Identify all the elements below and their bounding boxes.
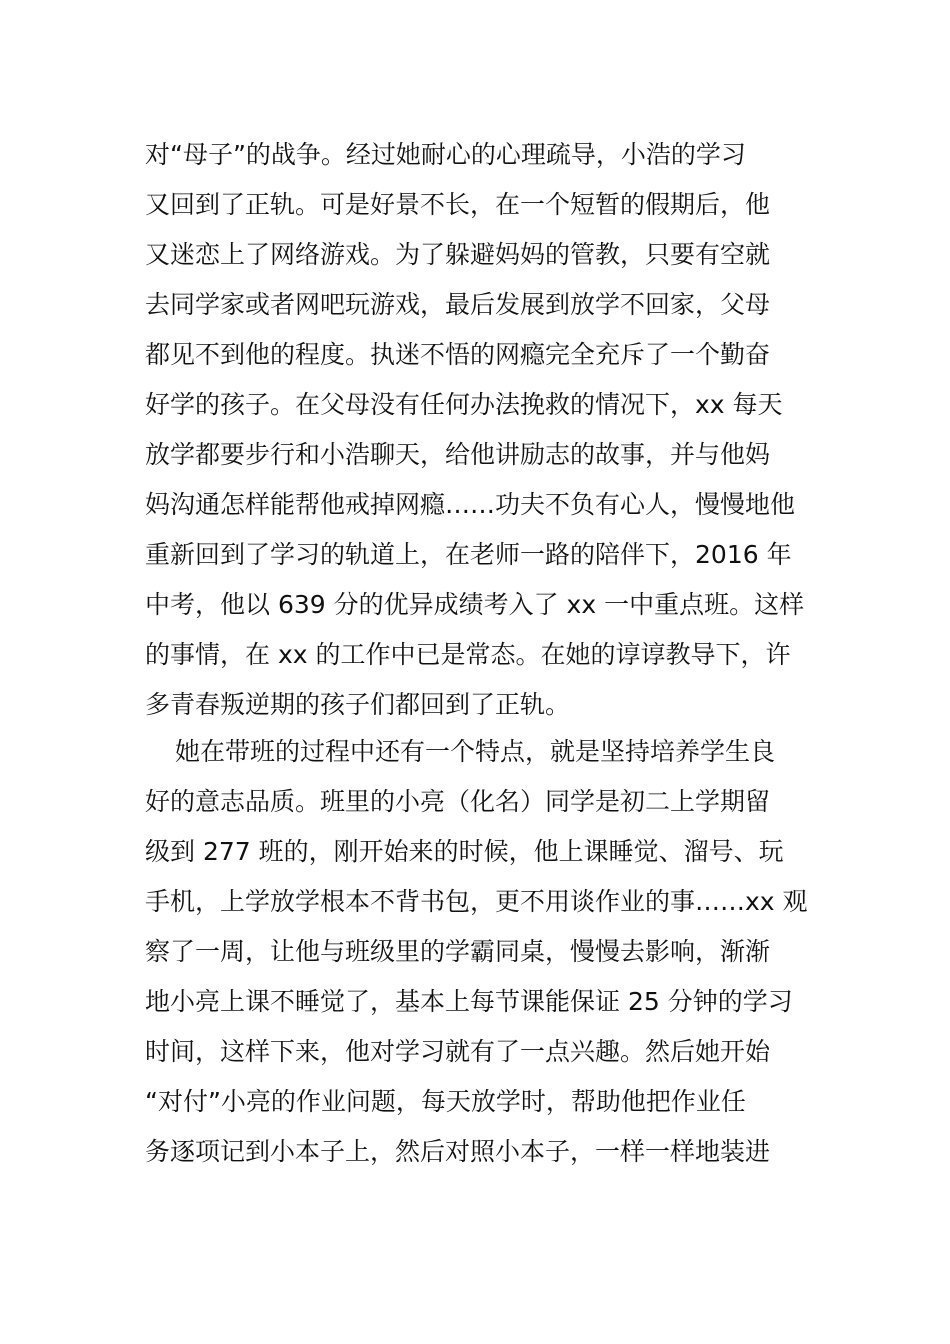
text-line: 多青春叛逆期的孩子们都回到了正轨。 [145,690,571,719]
text-line: 务逐项记到小本子上，然后对照小本子，一样一样地装进 [145,1137,771,1166]
text-line: 时间，这样下来，他对学习就有了一点兴趣。然后她开始 [145,1037,771,1066]
text-line: 放学都要步行和小浩聊天，给他讲励志的故事，并与他妈 [145,440,771,469]
text-line: 对“母子”的战争。经过她耐心的心理疏导，小浩的学习 [145,140,746,169]
text-line: 去同学家或者网吧玩游戏，最后发展到放学不回家，父母 [145,290,771,319]
text-line: 又迷恋上了网络游戏。为了躲避妈妈的管教，只要有空就 [145,240,771,269]
text-line: 好学的孩子。在父母没有任何办法挽救的情况下，xx 每天 [145,390,783,419]
text-line-indented: 她在带班的过程中还有一个特点，就是坚持培养学生良 [175,737,776,766]
paragraph-2 [145,727,810,1177]
text-line: 又回到了正轨。可是好景不长，在一个短暂的假期后，他 [145,190,771,219]
text-line: 妈沟通怎样能帮他戒掉网瘾……功夫不负有心人，慢慢地他 [145,490,796,519]
text-line: 级到 277 班的，刚开始来的时候，他上课睡觉、溜号、玩 [145,837,784,866]
text-line: 中考，他以 639 分的优异成绩考入了 xx 一中重点班。这样 [145,590,805,619]
text-line: 重新回到了学习的轨道上，在老师一路的陪伴下，2016 年 [145,540,792,569]
text-line: 都见不到他的程度。执迷不悟的网瘾完全充斥了一个勤奋 [145,340,771,369]
text-line: 好的意志品质。班里的小亮（化名）同学是初二上学期留 [145,787,771,816]
paragraph-1 [145,130,810,730]
text-line: 察了一周，让他与班级里的学霸同桌，慢慢去影响，渐渐 [145,937,771,966]
text-line: 手机，上学放学根本不背书包，更不用谈作业的事……xx 观 [145,887,808,916]
text-line: 的事情，在 xx 的工作中已是常态。在她的谆谆教导下，许 [145,640,791,669]
text-line: “对付”小亮的作业问题，每天放学时，帮助他把作业任 [145,1087,746,1116]
text-line: 地小亮上课不睡觉了，基本上每节课能保证 25 分钟的学习 [145,987,793,1016]
